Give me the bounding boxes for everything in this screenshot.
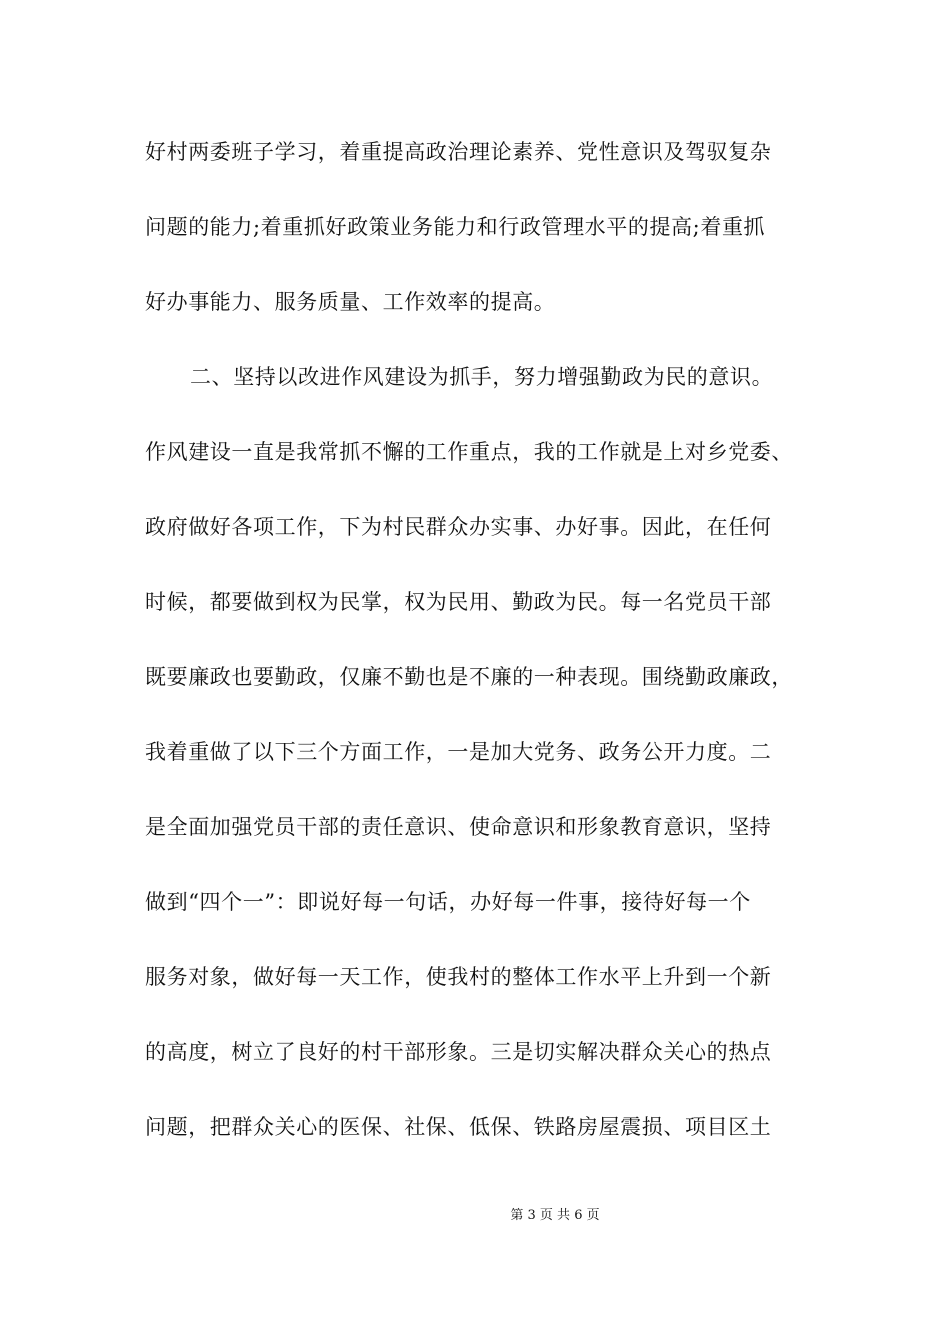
text-line: 做到“四个一”：即说好每一句话，办好每一件事，接待好每一个 [145, 890, 751, 914]
text-line: 时候，都要做到权为民掌，权为民用、勤政为民。每一名党员干部 [145, 590, 772, 614]
page-number-footer: 第 3 页 共 6 页 [510, 1208, 600, 1223]
text-line: 好村两委班子学习，着重提高政治理论素养、党性意识及驾驭复杂 [145, 140, 772, 164]
section-heading: 二、坚持以改进作风建设为抓手，努力增强勤政为民的意识。 [190, 365, 774, 389]
text-line: 政府做好各项工作，下为村民群众办实事、办好事。因此，在任何 [145, 515, 772, 539]
text-line: 作风建设一直是我常抓不懈的工作重点，我的工作就是上对乡党委、 [145, 440, 793, 464]
text-line: 服务对象，做好每一天工作，使我村的整体工作水平上升到一个新 [145, 965, 772, 989]
text-line: 好办事能力、服务质量、工作效率的提高。 [145, 290, 556, 314]
text-line: 既要廉政也要勤政，仅廉不勤也是不廉的一种表现。围绕勤政廉政， [145, 665, 793, 689]
text-line: 我着重做了以下三个方面工作，一是加大党务、政务公开力度。二 [145, 740, 772, 764]
text-line: 是全面加强党员干部的责任意识、使命意识和形象教育意识，坚持 [145, 815, 772, 839]
text-line: 问题的能力;着重抓好政策业务能力和行政管理水平的提高;着重抓 [145, 215, 766, 239]
text-line: 问题，把群众关心的医保、社保、低保、铁路房屋震损、项目区土 [145, 1115, 772, 1139]
text-line: 的高度，树立了良好的村干部形象。三是切实解决群众关心的热点 [145, 1040, 772, 1064]
